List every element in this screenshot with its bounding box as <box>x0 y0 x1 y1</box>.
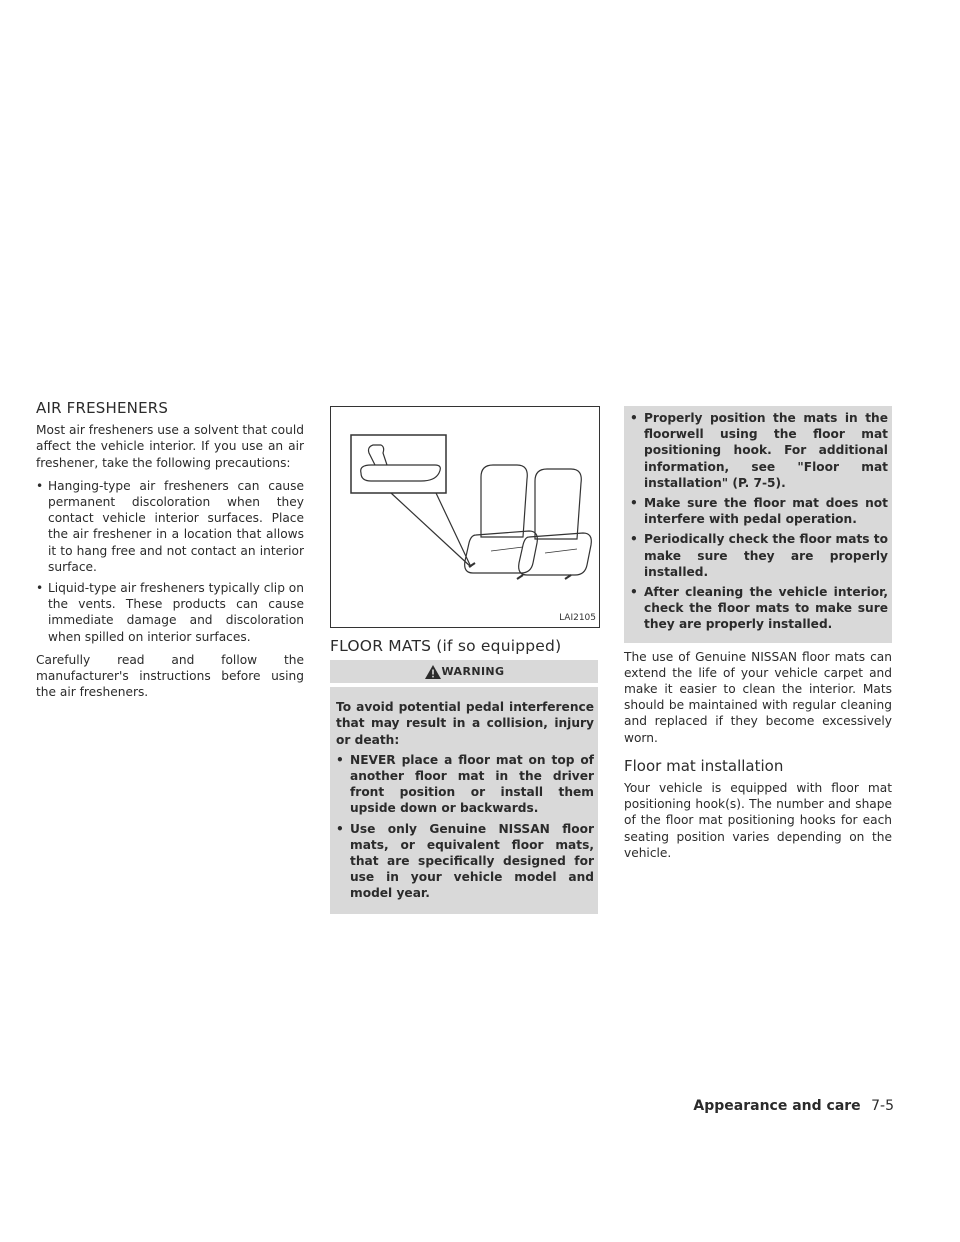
warning-box <box>330 687 598 913</box>
list-item: • Properly position the mats in the floorwell using the floor mat positioning hook. For additional information, see "Floor mat installation" (P. 7-5). <box>630 410 888 491</box>
list-item: • Hanging-type air fresheners can cause permanent discoloration when they contact vehicle interior surfaces. Place the air freshener in a location that allows it to hang free and not contact an interior surface. <box>36 478 304 575</box>
floor-mat-installation-heading: Floor mat installation <box>624 756 784 775</box>
footer-section-title: Appearance and care <box>693 1098 861 1114</box>
list-item: • NEVER place a floor mat on top of another floor mat in the driver front position or install them upside down or backwards. <box>336 752 594 817</box>
air-fresheners-closing: Carefully read and follow the manufacturer's instructions before using the air fresheners. <box>36 652 304 700</box>
list-item: • Periodically check the floor mats to make sure they are properly installed. <box>630 531 888 580</box>
list-item: • Liquid-type air fresheners typically clip on the vents. These products can cause immediate damage and discoloration when spilled on interior surfaces. <box>36 580 304 645</box>
list-item: • After cleaning the vehicle interior, check the floor mats to make sure they are properly installed. <box>630 584 888 633</box>
air-fresheners-list <box>36 478 304 645</box>
column-air-fresheners <box>36 400 304 707</box>
warning-list-continued <box>630 410 888 633</box>
warning-triangle-icon <box>424 664 442 680</box>
floor-mat-hook-figure <box>330 406 600 628</box>
air-fresheners-intro: Most air fresheners use a solvent that could affect the vehicle interior. If you use an air freshener, take the following precautions: <box>36 423 304 470</box>
page-number: 7-5 <box>871 1098 894 1114</box>
figure-code: LAI2105 <box>559 612 596 623</box>
warning-intro: To avoid potential pedal interference that may result in a collision, injury or death: <box>336 700 594 747</box>
floor-mats-body: The use of Genuine NISSAN floor mats can extend the life of your vehicle carpet and make it easier to clean the interior. Mats should be maintained with regular cleaning and replaced if they become excessively worn. <box>624 649 892 745</box>
warning-header <box>330 660 598 683</box>
warning-label: WARNING <box>441 664 505 678</box>
column-floor-mats <box>330 400 598 914</box>
air-fresheners-heading: AIR FRESHENERS <box>36 399 169 417</box>
floor-mats-heading: FLOOR MATS (if so equipped) <box>330 637 562 655</box>
warning-box-continued <box>624 406 892 643</box>
list-item: • Use only Genuine NISSAN floor mats, or equivalent floor mats, that are specifically designed for use in your vehicle model and model year. <box>336 821 594 902</box>
floor-mat-installation-body: Your vehicle is equipped with floor mat positioning hook(s). The number and shape of the floor mat positioning hooks for each seating position varies depending on the vehicle. <box>624 781 892 860</box>
warning-list <box>336 752 594 902</box>
page-footer <box>693 1098 894 1114</box>
seat-illustration <box>331 407 599 627</box>
list-item: • Make sure the floor mat does not interfere with pedal operation. <box>630 495 888 527</box>
column-floor-mats-continued <box>624 406 892 868</box>
